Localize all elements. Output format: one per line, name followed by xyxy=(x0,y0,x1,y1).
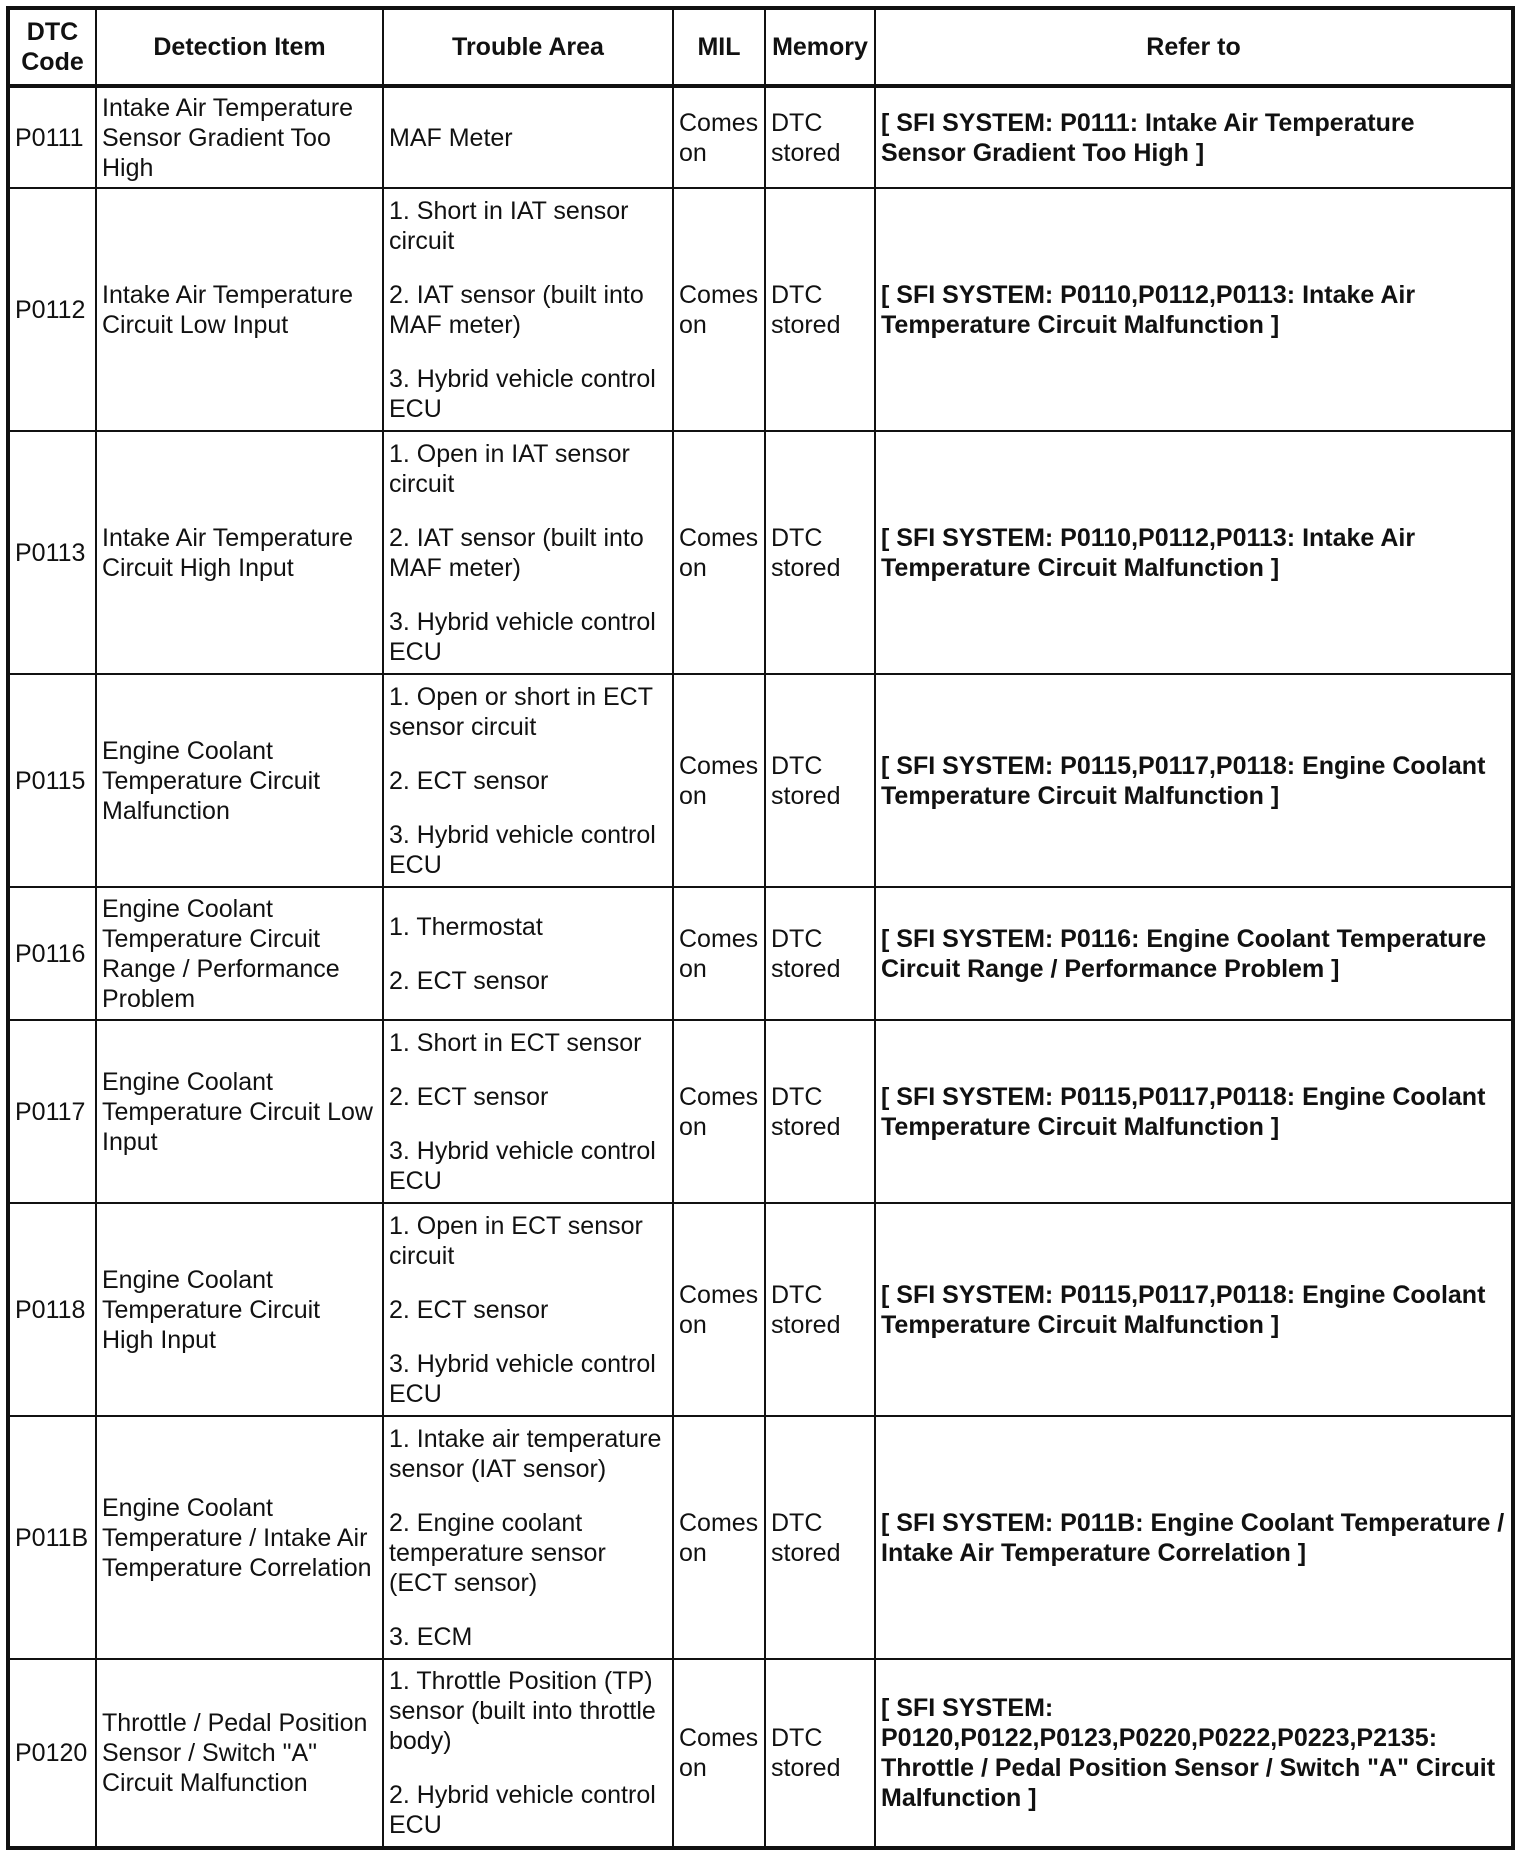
trouble-area-cell xyxy=(383,674,673,887)
detection-item-cell: Engine Coolant Temperature Circuit Malfunction xyxy=(96,674,383,887)
memory-cell: DTC stored xyxy=(765,1203,875,1416)
refer-to-link[interactable]: [ SFI SYSTEM: P0110,P0112,P0113: Intake Air Temperature Circuit Malfunction ] xyxy=(875,188,1513,431)
table-row xyxy=(8,887,1513,1020)
trouble-area-item: 3. ECM xyxy=(389,1622,473,1651)
memory-cell: DTC stored xyxy=(765,674,875,887)
detection-item-cell: Intake Air Temperature Circuit High Input xyxy=(96,431,383,674)
trouble-area-cell xyxy=(383,188,673,431)
trouble-area-item: 3. Hybrid vehicle control ECU xyxy=(389,1136,656,1195)
trouble-area-item: 1. Open in ECT sensor circuit xyxy=(389,1211,643,1270)
trouble-area-item: 2. IAT sensor (built into MAF meter) xyxy=(389,280,644,339)
header-mil: MIL xyxy=(673,8,765,86)
table-row xyxy=(8,86,1513,188)
memory-cell: DTC stored xyxy=(765,86,875,188)
trouble-area-item: 1. Intake air temperature sensor (IAT sensor) xyxy=(389,1424,662,1483)
table-row xyxy=(8,188,1513,431)
header-detection-item: Detection Item xyxy=(96,8,383,86)
trouble-area-item: 1. Thermostat xyxy=(389,912,543,941)
detection-item-cell: Throttle / Pedal Position Sensor / Switch "A" Circuit Malfunction xyxy=(96,1659,383,1848)
dtc-code-cell: P0116 xyxy=(8,887,96,1020)
header-trouble-area: Trouble Area xyxy=(383,8,673,86)
header-refer-to: Refer to xyxy=(875,8,1513,86)
trouble-area-item: 3. Hybrid vehicle control ECU xyxy=(389,820,656,879)
refer-to-link[interactable]: [ SFI SYSTEM: P0115,P0117,P0118: Engine Coolant Temperature Circuit Malfunction ] xyxy=(875,1020,1513,1203)
trouble-area-cell xyxy=(383,1203,673,1416)
table-row xyxy=(8,1203,1513,1416)
refer-to-link[interactable]: [ SFI SYSTEM: P011B: Engine Coolant Temperature / Intake Air Temperature Correlation ] xyxy=(875,1416,1513,1659)
detection-item-cell: Intake Air Temperature Sensor Gradient Too High xyxy=(96,86,383,188)
trouble-area-item: MAF Meter xyxy=(389,123,513,152)
trouble-area-item: 2. Hybrid vehicle control ECU xyxy=(389,1781,656,1839)
mil-cell: Comes on xyxy=(673,674,765,887)
refer-to-link[interactable]: [ SFI SYSTEM: P0110,P0112,P0113: Intake Air Temperature Circuit Malfunction ] xyxy=(875,431,1513,674)
trouble-area-item: 1. Open or short in ECT sensor circuit xyxy=(389,682,653,741)
memory-cell: DTC stored xyxy=(765,431,875,674)
refer-to-link[interactable]: [ SFI SYSTEM: P0115,P0117,P0118: Engine Coolant Temperature Circuit Malfunction ] xyxy=(875,674,1513,887)
mil-cell: Comes on xyxy=(673,1416,765,1659)
detection-item-cell: Engine Coolant Temperature Circuit Range / Performance Problem xyxy=(96,887,383,1020)
dtc-table xyxy=(6,6,1515,1850)
header-memory: Memory xyxy=(765,8,875,86)
detection-item-cell: Engine Coolant Temperature / Intake Air Temperature Correlation xyxy=(96,1416,383,1659)
memory-cell: DTC stored xyxy=(765,887,875,1020)
trouble-area-item: 3. Hybrid vehicle control ECU xyxy=(389,1349,656,1408)
dtc-code-cell: P0117 xyxy=(8,1020,96,1203)
mil-cell: Comes on xyxy=(673,1020,765,1203)
mil-cell: Comes on xyxy=(673,1659,765,1848)
memory-cell: DTC stored xyxy=(765,188,875,431)
dtc-code-cell: P0118 xyxy=(8,1203,96,1416)
trouble-area-cell xyxy=(383,86,673,188)
dtc-code-cell: P0111 xyxy=(8,86,96,188)
trouble-area-cell xyxy=(383,887,673,1020)
trouble-area-item: 2. ECT sensor xyxy=(389,966,549,995)
mil-cell: Comes on xyxy=(673,431,765,674)
header-row xyxy=(8,8,1513,86)
table-row xyxy=(8,674,1513,887)
trouble-area-item: 2. ECT sensor xyxy=(389,766,549,795)
mil-cell: Comes on xyxy=(673,188,765,431)
trouble-area-item: 3. Hybrid vehicle control ECU xyxy=(389,364,656,423)
mil-cell: Comes on xyxy=(673,86,765,188)
mil-cell: Comes on xyxy=(673,887,765,1020)
dtc-code-cell: P0115 xyxy=(8,674,96,887)
memory-cell: DTC stored xyxy=(765,1416,875,1659)
trouble-area-item: 1. Throttle Position (TP) sensor (built into throttle body) xyxy=(389,1667,656,1755)
table-row xyxy=(8,1659,1513,1848)
memory-cell: DTC stored xyxy=(765,1659,875,1848)
trouble-area-item: 2. IAT sensor (built into MAF meter) xyxy=(389,523,644,582)
trouble-area-cell xyxy=(383,1416,673,1659)
dtc-code-cell: P0113 xyxy=(8,431,96,674)
dtc-code-cell: P0120 xyxy=(8,1659,96,1848)
memory-cell: DTC stored xyxy=(765,1020,875,1203)
refer-to-link[interactable]: [ SFI SYSTEM: P0120,P0122,P0123,P0220,P0222,P0223,P2135: Throttle / Pedal Position Sensor / Switch "A" Circuit Malfunction ] xyxy=(875,1659,1513,1848)
trouble-area-item: 2. ECT sensor xyxy=(389,1295,549,1324)
dtc-code-cell: P0112 xyxy=(8,188,96,431)
refer-to-link[interactable]: [ SFI SYSTEM: P0111: Intake Air Temperature Sensor Gradient Too High ] xyxy=(875,86,1513,188)
table-row xyxy=(8,431,1513,674)
trouble-area-item: 1. Open in IAT sensor circuit xyxy=(389,439,630,498)
trouble-area-item: 1. Short in IAT sensor circuit xyxy=(389,196,629,255)
detection-item-cell: Engine Coolant Temperature Circuit Low Input xyxy=(96,1020,383,1203)
header-dtc-code: DTC Code xyxy=(8,8,96,86)
trouble-area-item: 2. Engine coolant temperature sensor (ECT sensor) xyxy=(389,1508,606,1597)
refer-to-link[interactable]: [ SFI SYSTEM: P0116: Engine Coolant Temperature Circuit Range / Performance Problem ] xyxy=(875,887,1513,1020)
trouble-area-item: 1. Short in ECT sensor xyxy=(389,1028,642,1057)
table-row xyxy=(8,1020,1513,1203)
trouble-area-cell xyxy=(383,431,673,674)
mil-cell: Comes on xyxy=(673,1203,765,1416)
detection-item-cell: Engine Coolant Temperature Circuit High Input xyxy=(96,1203,383,1416)
trouble-area-item: 2. ECT sensor xyxy=(389,1082,549,1111)
detection-item-cell: Intake Air Temperature Circuit Low Input xyxy=(96,188,383,431)
dtc-code-cell: P011B xyxy=(8,1416,96,1659)
refer-to-link[interactable]: [ SFI SYSTEM: P0115,P0117,P0118: Engine Coolant Temperature Circuit Malfunction ] xyxy=(875,1203,1513,1416)
table-row xyxy=(8,1416,1513,1659)
trouble-area-item: 3. Hybrid vehicle control ECU xyxy=(389,607,656,666)
trouble-area-cell xyxy=(383,1659,673,1848)
trouble-area-cell xyxy=(383,1020,673,1203)
